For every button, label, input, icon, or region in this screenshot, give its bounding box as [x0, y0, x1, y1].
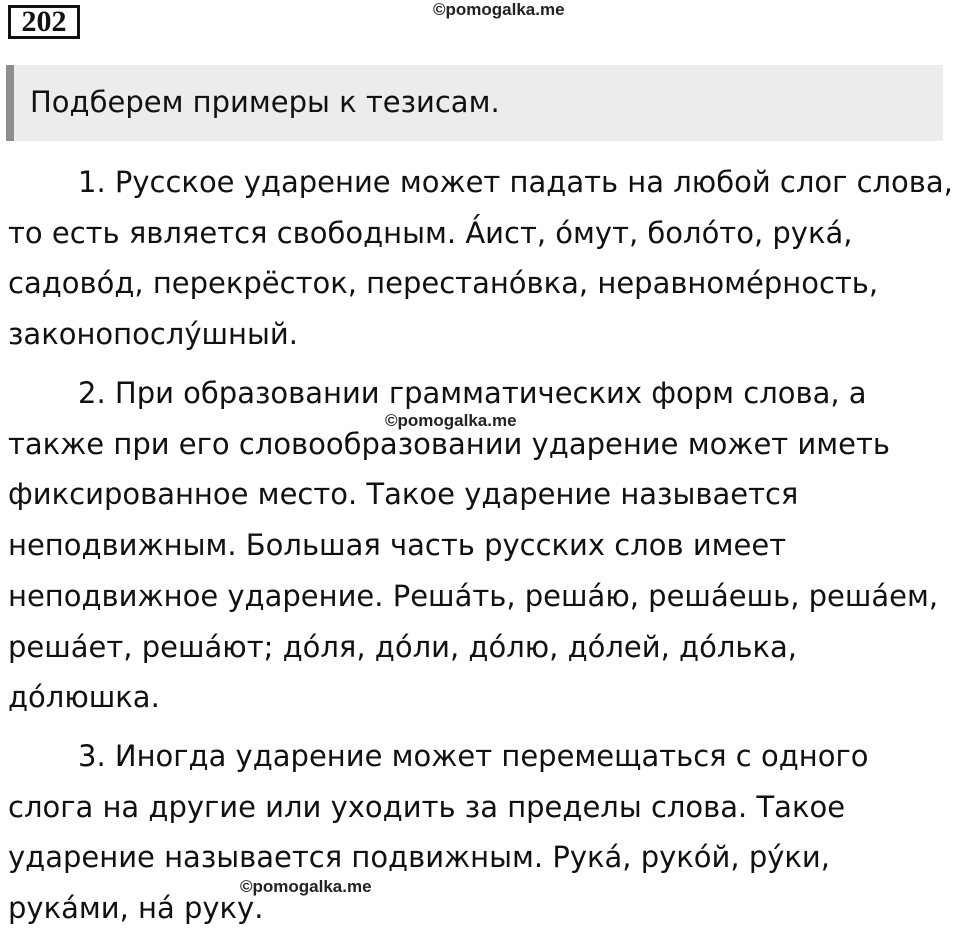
paragraph-1: 1. Русское ударение может падать на любой слог слова, то есть является свободным. А́ист, о́мут, боло́то, рука́, садово́д, перекрёсток, перестано́вка, неравноме́рность, законопослу́шный. [8, 165, 953, 352]
watermark-bottom: ©pomogalka.me [240, 877, 372, 896]
paragraph-2: 2. При образовании грамматических форм слова, а также при его словообразовании ударение может иметь фиксированное место. Такое ударение называется неподвижным. Большая часть русских слов имеет неподвижное ударение. Реша́ть, реша́ю, реша́ешь, реша́ем, реша́ет, реша́ют; до́ля, до́ли, до́лю, до́лей, до́лька, до́люшка. [8, 376, 939, 715]
instruction-box [6, 65, 943, 141]
task-number-badge: 202 [8, 5, 80, 39]
paragraph-3: 3. Иногда ударение может перемещаться с одного слога на другие или уходить за пределы слова. Такое ударение называется подвижным. Рука́, руко́й, ру́ки, рука́ми, на́ руку. [8, 739, 869, 926]
watermark-middle: ©pomogalka.me [385, 411, 517, 430]
instruction-text: Подберем примеры к тезисам. [30, 85, 500, 119]
watermark-top: ©pomogalka.me [433, 0, 565, 19]
